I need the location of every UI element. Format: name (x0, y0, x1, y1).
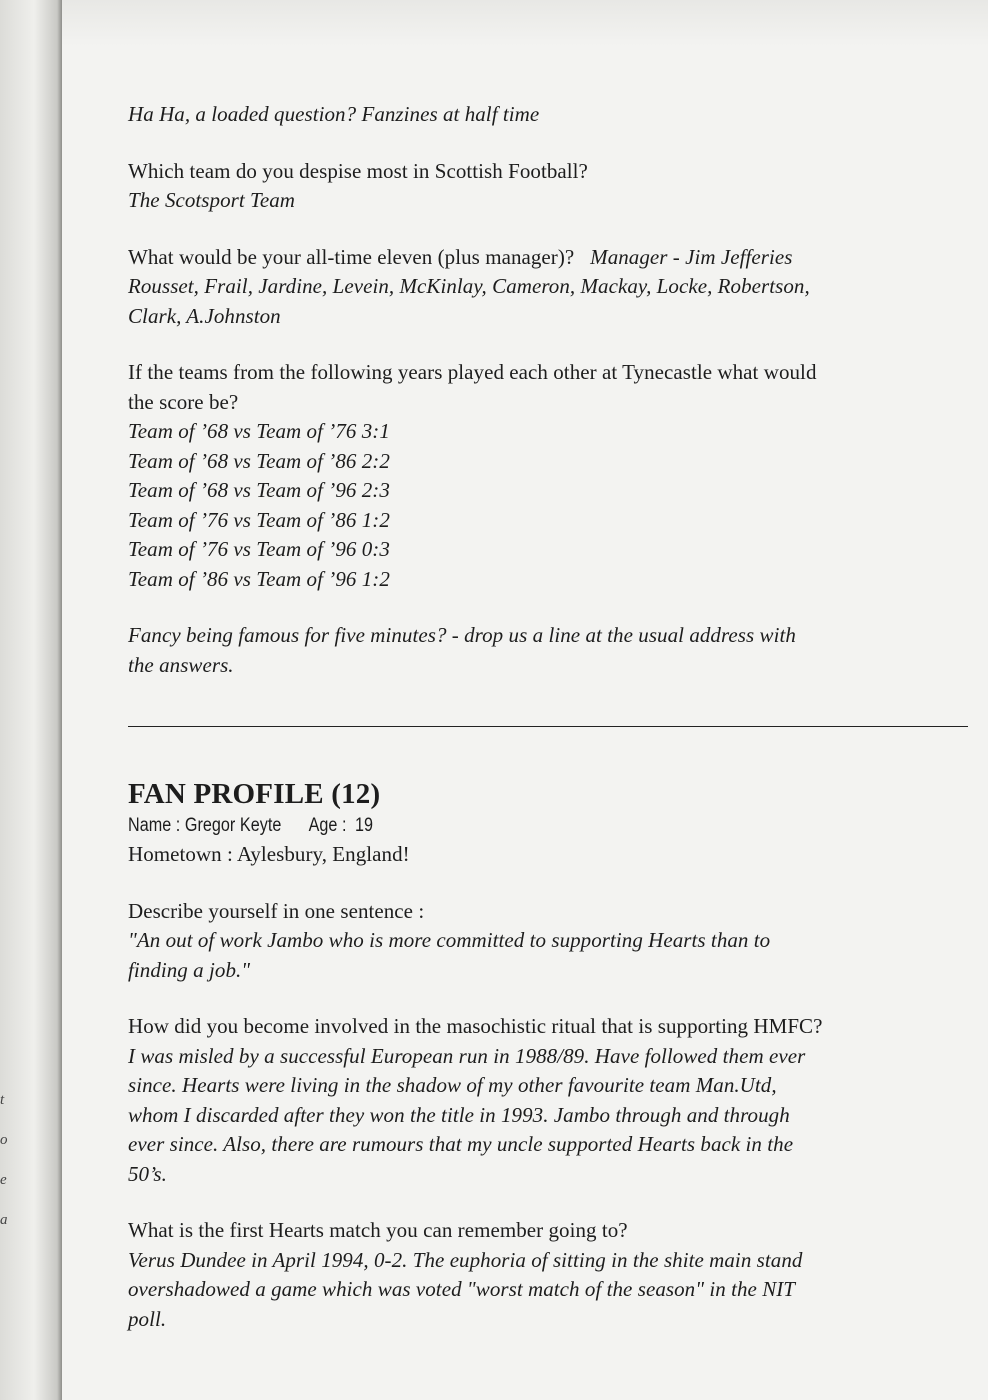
answer-text: Ha Ha, a loaded question? Fanzines at half time (128, 102, 540, 126)
answer-text: I was misled by a successful European run in 1988/89. Have followed them ever (128, 1043, 806, 1068)
question-text: If the teams from the following years played each other at Tynecastle what would (128, 360, 817, 384)
question-text: the score be? (128, 389, 239, 414)
score-line: Team of ’68 vs Team of ’86 2:2 (128, 448, 390, 473)
score-line: Team of ’76 vs Team of ’86 1:2 (128, 507, 390, 532)
profile-hometown: Hometown : Aylesbury, England! (128, 842, 410, 866)
answer-text: The Scotsport Team (128, 188, 295, 212)
answer-text: Manager - Jim Jefferies (590, 244, 793, 269)
answer-text: whom I discarded after they won the title in 1993. Jambo through and through (128, 1102, 790, 1127)
answer-text: finding a job." (128, 957, 251, 982)
score-line: Team of ’76 vs Team of ’96 0:3 (128, 537, 390, 561)
page-content (128, 100, 973, 1334)
profile-heading: FAN PROFILE (12) (128, 778, 381, 810)
answer-text: 50’s. (128, 1161, 167, 1186)
call-to-action: the answers. (128, 652, 234, 677)
score-line: Team of ’86 vs Team of ’96 1:2 (128, 566, 390, 591)
call-to-action: Fancy being famous for five minutes? - drop us a line at the usual address with (128, 623, 796, 647)
answer-text: "An out of work Jambo who is more committed to supporting Hearts than to (128, 928, 771, 952)
answer-text: ever since. Also, there are rumours that my uncle supported Hearts back in the (128, 1132, 794, 1156)
answer-text: Rousset, Frail, Jardine, Levein, McKinlay, Cameron, Mackay, Locke, Robertson, (128, 274, 810, 298)
answer-text: Verus Dundee in April 1994, 0-2. The euphoria of sitting in the shite main stand (128, 1247, 803, 1272)
question-text: Describe yourself in one sentence : (128, 898, 425, 923)
question-text: Which team do you despise most in Scottish Football? (128, 158, 588, 183)
score-line: Team of ’68 vs Team of ’76 3:1 (128, 419, 390, 443)
answer-text: overshadowed a game which was voted "worst match of the season" in the NIT (128, 1277, 796, 1301)
answer-text: Clark, A.Johnston (128, 303, 281, 328)
section-divider (128, 726, 968, 727)
left-page-bleed: t o e a (0, 1092, 8, 1228)
question-text: How did you become involved in the masochistic ritual that is supporting HMFC? (128, 1014, 823, 1038)
profile-name-age: Name : Gregor Keyte Age : 19 (128, 815, 374, 836)
question-text: What is the first Hearts match you can remember going to? (128, 1218, 628, 1242)
answer-text: since. Hearts were living in the shadow of my other favourite team Man.Utd, (128, 1073, 777, 1097)
page-top-edge (62, 0, 988, 46)
question-text: What would be your all-time eleven (plus manager)? Manager - Jim Jefferies (128, 244, 793, 269)
answer-text: poll. (128, 1306, 167, 1331)
score-line: Team of ’68 vs Team of ’96 2:3 (128, 478, 390, 502)
